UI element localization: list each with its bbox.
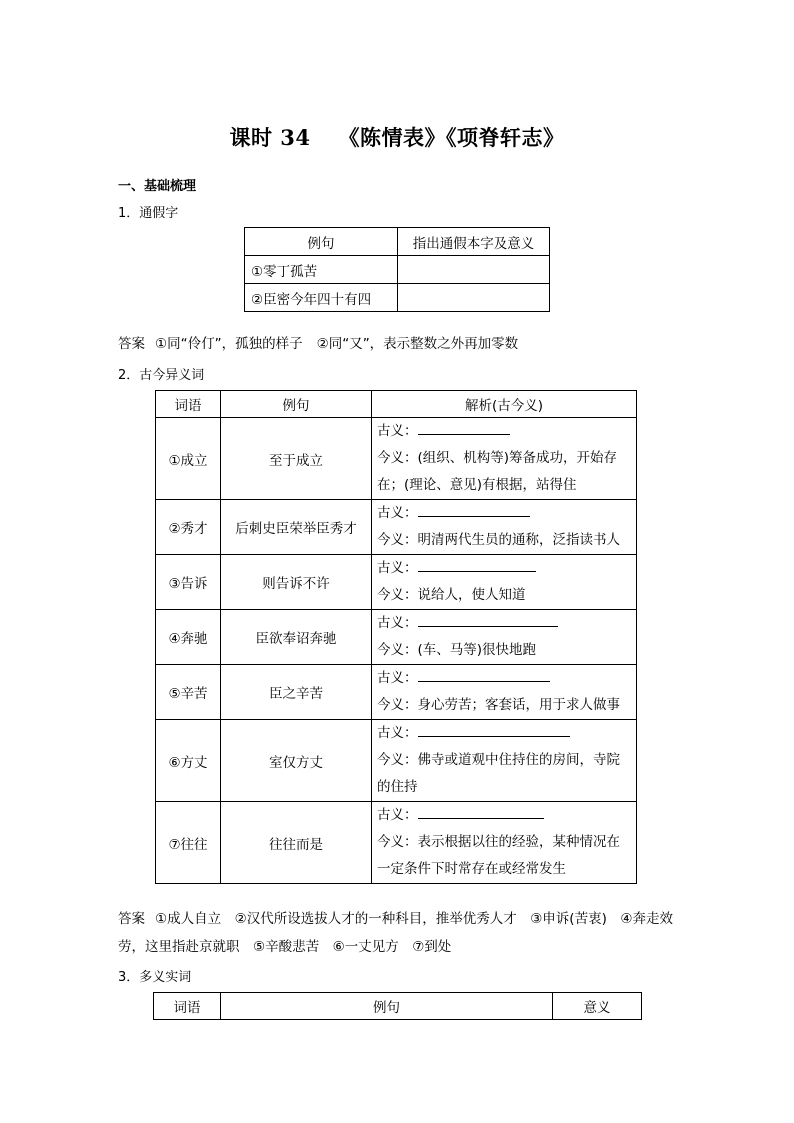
page-title — [0, 122, 794, 152]
table-row — [156, 720, 637, 802]
word-cell: ②秀才 — [156, 500, 221, 555]
modern-meaning: 今义：明清两代生员的通称，泛指读书人 — [377, 532, 620, 548]
subsection-heading-2: 2．古今异义词 — [118, 368, 205, 383]
fill-blank — [418, 804, 544, 819]
answer-item: ①同“伶仃”，孤独的样子 — [155, 336, 303, 352]
answer-label: 答案 — [118, 336, 145, 352]
analysis-cell — [372, 555, 637, 610]
ancient-meaning-line — [377, 720, 631, 747]
subsection-heading-3: 3．多义实词 — [118, 970, 192, 985]
ancient-label: 古义： — [377, 423, 418, 439]
ancient-label: 古义： — [377, 560, 418, 576]
modern-meaning: 今义：(车、马等)很快地跑 — [377, 642, 537, 658]
column-header: 词语 — [156, 391, 221, 418]
table-row — [156, 500, 637, 555]
column-header: 指出通假本字及意义 — [398, 228, 550, 256]
analysis-cell — [372, 665, 637, 720]
fill-blank — [418, 502, 530, 517]
word-cell: ①成立 — [156, 418, 221, 500]
example-cell: 往往而是 — [221, 802, 372, 884]
example-cell: 至于成立 — [221, 418, 372, 500]
ancient-label: 古义： — [377, 670, 418, 686]
column-header: 意义 — [553, 993, 642, 1020]
modern-meaning: 今义：(组织、机构等)筹备成功，开始存在；(理论、意见)有根据，站得住 — [377, 450, 618, 493]
answer-item: ②同“又”，表示整数之外再加零数 — [316, 336, 519, 352]
example-cell: 臣之辛苦 — [221, 665, 372, 720]
example-cell: 则告诉不许 — [221, 555, 372, 610]
table-header-row — [154, 993, 642, 1020]
subsection-heading-1: 1．通假字 — [118, 206, 179, 221]
fill-blank — [418, 722, 570, 737]
table-gujin-yiyi — [155, 390, 637, 884]
table-duoyi-shici — [153, 992, 642, 1020]
table-row — [156, 555, 637, 610]
fill-blank — [418, 612, 558, 627]
table-row — [245, 284, 550, 312]
modern-meaning: 今义：身心劳苦；客套话，用于求人做事 — [377, 697, 620, 713]
table-cell: ①零丁孤苦 — [245, 256, 398, 284]
column-header: 词语 — [154, 993, 221, 1020]
modern-meaning: 今义：佛寺或道观中住持住的房间，寺院的住持 — [377, 752, 620, 795]
ancient-meaning-line — [377, 500, 631, 527]
answer-label: 答案 — [118, 911, 145, 927]
fill-blank — [418, 667, 550, 682]
fill-blank — [418, 420, 510, 435]
column-header: 例句 — [221, 391, 372, 418]
ancient-label: 古义： — [377, 505, 418, 521]
analysis-cell — [372, 610, 637, 665]
table-row — [156, 802, 637, 884]
column-header: 解析(古今义) — [372, 391, 637, 418]
ancient-meaning-line — [377, 802, 631, 829]
example-cell: 臣欲奉诏奔驰 — [221, 610, 372, 665]
table-header-row — [156, 391, 637, 418]
analysis-cell — [372, 802, 637, 884]
table-header-row — [245, 228, 550, 256]
column-header: 例句 — [221, 993, 553, 1020]
modern-meaning: 今义：表示根据以往的经验，某种情况在一定条件下时常存在或经常发生 — [377, 834, 620, 877]
table-cell: ②臣密今年四十有四 — [245, 284, 398, 312]
ancient-meaning-line — [377, 418, 631, 445]
ancient-meaning-line — [377, 610, 631, 637]
answer-block-2 — [118, 905, 680, 961]
answer-cell — [398, 284, 550, 312]
analysis-cell — [372, 418, 637, 500]
ancient-label: 古义： — [377, 725, 418, 741]
example-cell: 后刺史臣荣举臣秀才 — [221, 500, 372, 555]
fill-blank — [418, 557, 536, 572]
table-row — [156, 418, 637, 500]
answer-text: ①成人自立 ②汉代所设选拔人才的一种科目，推举优秀人才 ③申诉(苦衷) ④奔走效劳，这里指赴京就职 ⑤辛酸悲苦 ⑥一丈见方 ⑦到处 — [118, 911, 673, 955]
lesson-number: 课时 34 — [229, 125, 311, 150]
analysis-cell — [372, 500, 637, 555]
word-cell: ⑤辛苦 — [156, 665, 221, 720]
column-header: 例句 — [245, 228, 398, 256]
table-tongjiazi — [244, 227, 550, 312]
answer-cell — [398, 256, 550, 284]
section-heading: 一、基础梳理 — [118, 179, 197, 194]
word-cell: ③告诉 — [156, 555, 221, 610]
analysis-cell — [372, 720, 637, 802]
ancient-meaning-line — [377, 555, 631, 582]
table-row — [156, 610, 637, 665]
word-cell: ⑦往往 — [156, 802, 221, 884]
table-row — [156, 665, 637, 720]
ancient-label: 古义： — [377, 807, 418, 823]
ancient-label: 古义： — [377, 615, 418, 631]
modern-meaning: 今义：说给人，使人知道 — [377, 587, 526, 603]
ancient-meaning-line — [377, 665, 631, 692]
example-cell: 室仅方丈 — [221, 720, 372, 802]
word-cell: ④奔驰 — [156, 610, 221, 665]
table-row — [245, 256, 550, 284]
answer-block-1 — [118, 330, 518, 358]
lesson-texts: 《陈情表》《项脊轩志》 — [338, 125, 565, 150]
word-cell: ⑥方丈 — [156, 720, 221, 802]
